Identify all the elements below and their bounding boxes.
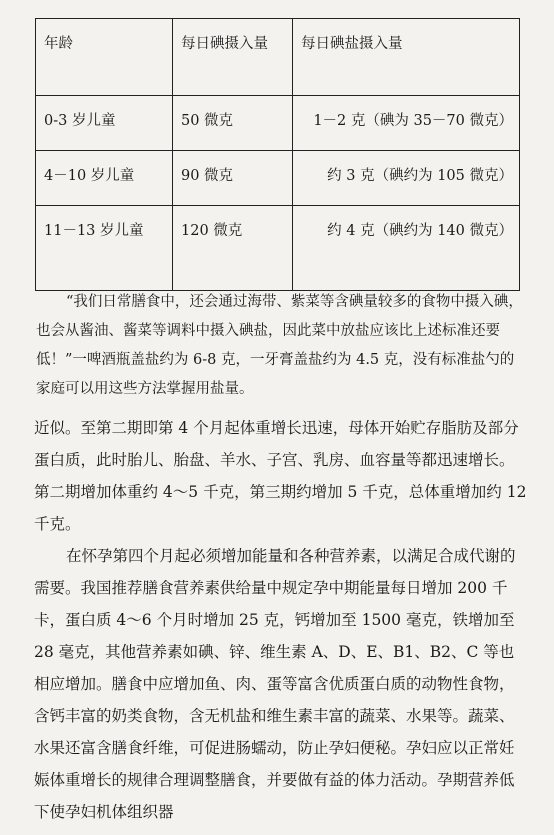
body-paragraph: 在怀孕第四个月起必须增加能量和各种营养素，以满足合成代谢的需要。我国推荐膳食营养素供给量中规定孕中期能量每日增加 200 千卡，蛋白质 4～6 个月时增加 25 克，钙增加至 1500 毫克，铁增加至 28 毫克，其他营养素如碘、锌、维生素 A、D、E、B1、B2、C 等也相应增加。膳食中应增加鱼、肉、蛋等富含优质蛋白质的动物性食物，含钙丰富的奶类食物，含无机盐和维生素丰富的蔬菜、水果等。蔬菜、水果还富含膳食纤维，可促进肠蠕动，防止孕妇便秘。孕妇应以正常妊娠体重增长的规律合理调整膳食，并要做有益的体力活动。孕期营养低下使孕妇机体组织器 — [34, 547, 516, 821]
table-cell: 4－10 岁儿童 — [36, 151, 173, 206]
table-cell: 50 微克 — [173, 96, 293, 151]
iodine-intake-table — [35, 18, 520, 291]
table-cell: 0-3 岁儿童 — [36, 96, 173, 151]
table-header-row — [36, 19, 520, 96]
table-cell: 90 微克 — [173, 151, 293, 206]
table-header-cell: 每日碘摄入量 — [173, 19, 293, 96]
table-row — [36, 206, 520, 291]
table-cell: 1－2 克（碘为 35－70 微克） — [293, 96, 520, 151]
quote-paragraph: “我们日常膳食中，还会通过海带、紫菜等含碘量较多的食物中摄入碘，也会从酱油、酱菜等调料中摄入碘盐，因此菜中放盐应该比上述标准还要低！”一啤酒瓶盖盐约为 6-8 克，一牙膏盖盐约为 4.5 克，没有标准盐勺的家庭可以用这些方法掌握用盐量。 — [36, 294, 523, 397]
table-row — [36, 96, 520, 151]
body-paragraph: 近似。至第二期即第 4 个月起体重增长迅速，母体开始贮存脂肪及部分蛋白质，此时胎儿、胎盘、羊水、子宫、乳房、血容量等都迅速增长。第二期增加体重约 4～5 千克，第三期约增加 5 千克，总体重增加约 12 千克。 — [34, 419, 527, 533]
table-header-cell: 每日碘盐摄入量 — [293, 19, 520, 96]
table-row — [36, 151, 520, 206]
table-cell: 约 4 克（碘约为 140 微克） — [293, 206, 520, 291]
table-cell: 120 微克 — [173, 206, 293, 291]
table-header-cell: 年龄 — [36, 19, 173, 96]
table-cell: 约 3 克（碘约为 105 微克） — [293, 151, 520, 206]
table-cell: 11－13 岁儿童 — [36, 206, 173, 291]
